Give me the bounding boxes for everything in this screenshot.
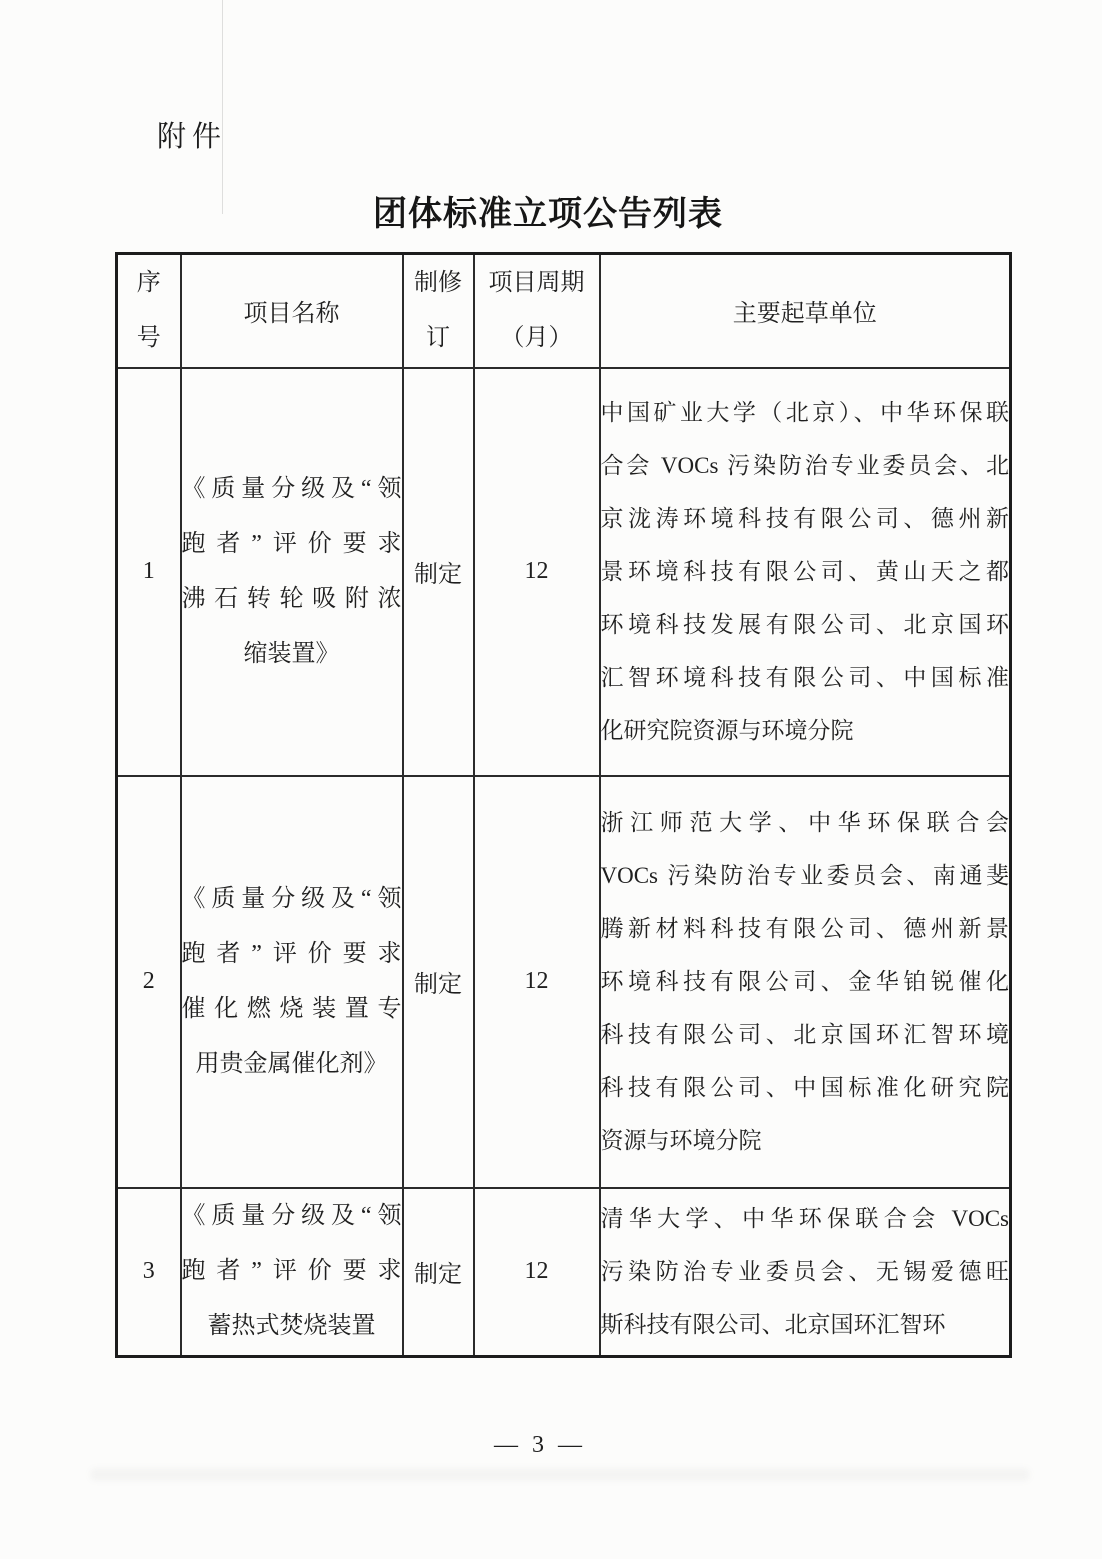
scan-smudge-artifact <box>90 1468 1030 1481</box>
cell-project-name: 《质量分级及“领 跑者”评价要求 沸石转轮吸附浓 缩装置》 <box>181 368 403 776</box>
cell-project-period: 12 <box>474 1188 600 1357</box>
table-row <box>117 776 1011 1188</box>
cell-project-period: 12 <box>474 368 600 776</box>
page-title: 团体标准立项公告列表 <box>373 196 723 233</box>
cell-project-name: 《质量分级及“领 跑者”评价要求 催化燃烧装置专 用贵金属催化剂》 <box>181 776 403 1188</box>
header-serial-number: 序 号 <box>117 254 181 368</box>
cell-project-period: 12 <box>474 776 600 1188</box>
cell-serial-number: 1 <box>117 368 181 776</box>
scan-fold-artifact <box>222 0 223 214</box>
table-row <box>117 368 1011 776</box>
header-drafting-units: 主要起草单位 <box>600 254 1011 368</box>
page-number: — 3 — <box>494 1432 586 1458</box>
header-project-period: 项目周期 （月） <box>474 254 600 368</box>
cell-serial-number: 2 <box>117 776 181 1188</box>
table-header-row <box>117 254 1011 368</box>
cell-drafting-units: 浙江师范大学、中华环保联合会 VOCs 污染防治专业委员会、南通斐 腾新材料科技有限公司、德州新景 环境科技有限公司、金华铂锐催化 科技有限公司、北京国环汇智环境 科技有限公司、中国标准化研究院 资源与环境分院 <box>600 776 1011 1188</box>
cell-project-name: 《质量分级及“领 跑者”评价要求 蓄热式焚烧装置 <box>181 1188 403 1357</box>
cell-formulate-revise: 制定 <box>403 368 474 776</box>
header-formulate-revise: 制修 订 <box>403 254 474 368</box>
cell-serial-number: 3 <box>117 1188 181 1357</box>
cell-formulate-revise: 制定 <box>403 776 474 1188</box>
cell-drafting-units: 中国矿业大学（北京）、中华环保联 合会 VOCs 污染防治专业委员会、北 京泷涛环境科技有限公司、德州新 景环境科技有限公司、黄山天之都 环境科技发展有限公司、北京国环 汇智环境科技有限公司、中国标准 化研究院资源与环境分院 <box>600 368 1011 776</box>
cell-formulate-revise: 制定 <box>403 1188 474 1357</box>
attachment-label: 附件 <box>157 121 228 153</box>
table-row <box>117 1188 1011 1357</box>
cell-drafting-units: 清华大学、中华环保联合会 VOCs 污染防治专业委员会、无锡爱德旺 斯科技有限公司、北京国环汇智环 <box>600 1188 1011 1357</box>
standards-table <box>115 252 1012 1358</box>
header-project-name: 项目名称 <box>181 254 403 368</box>
